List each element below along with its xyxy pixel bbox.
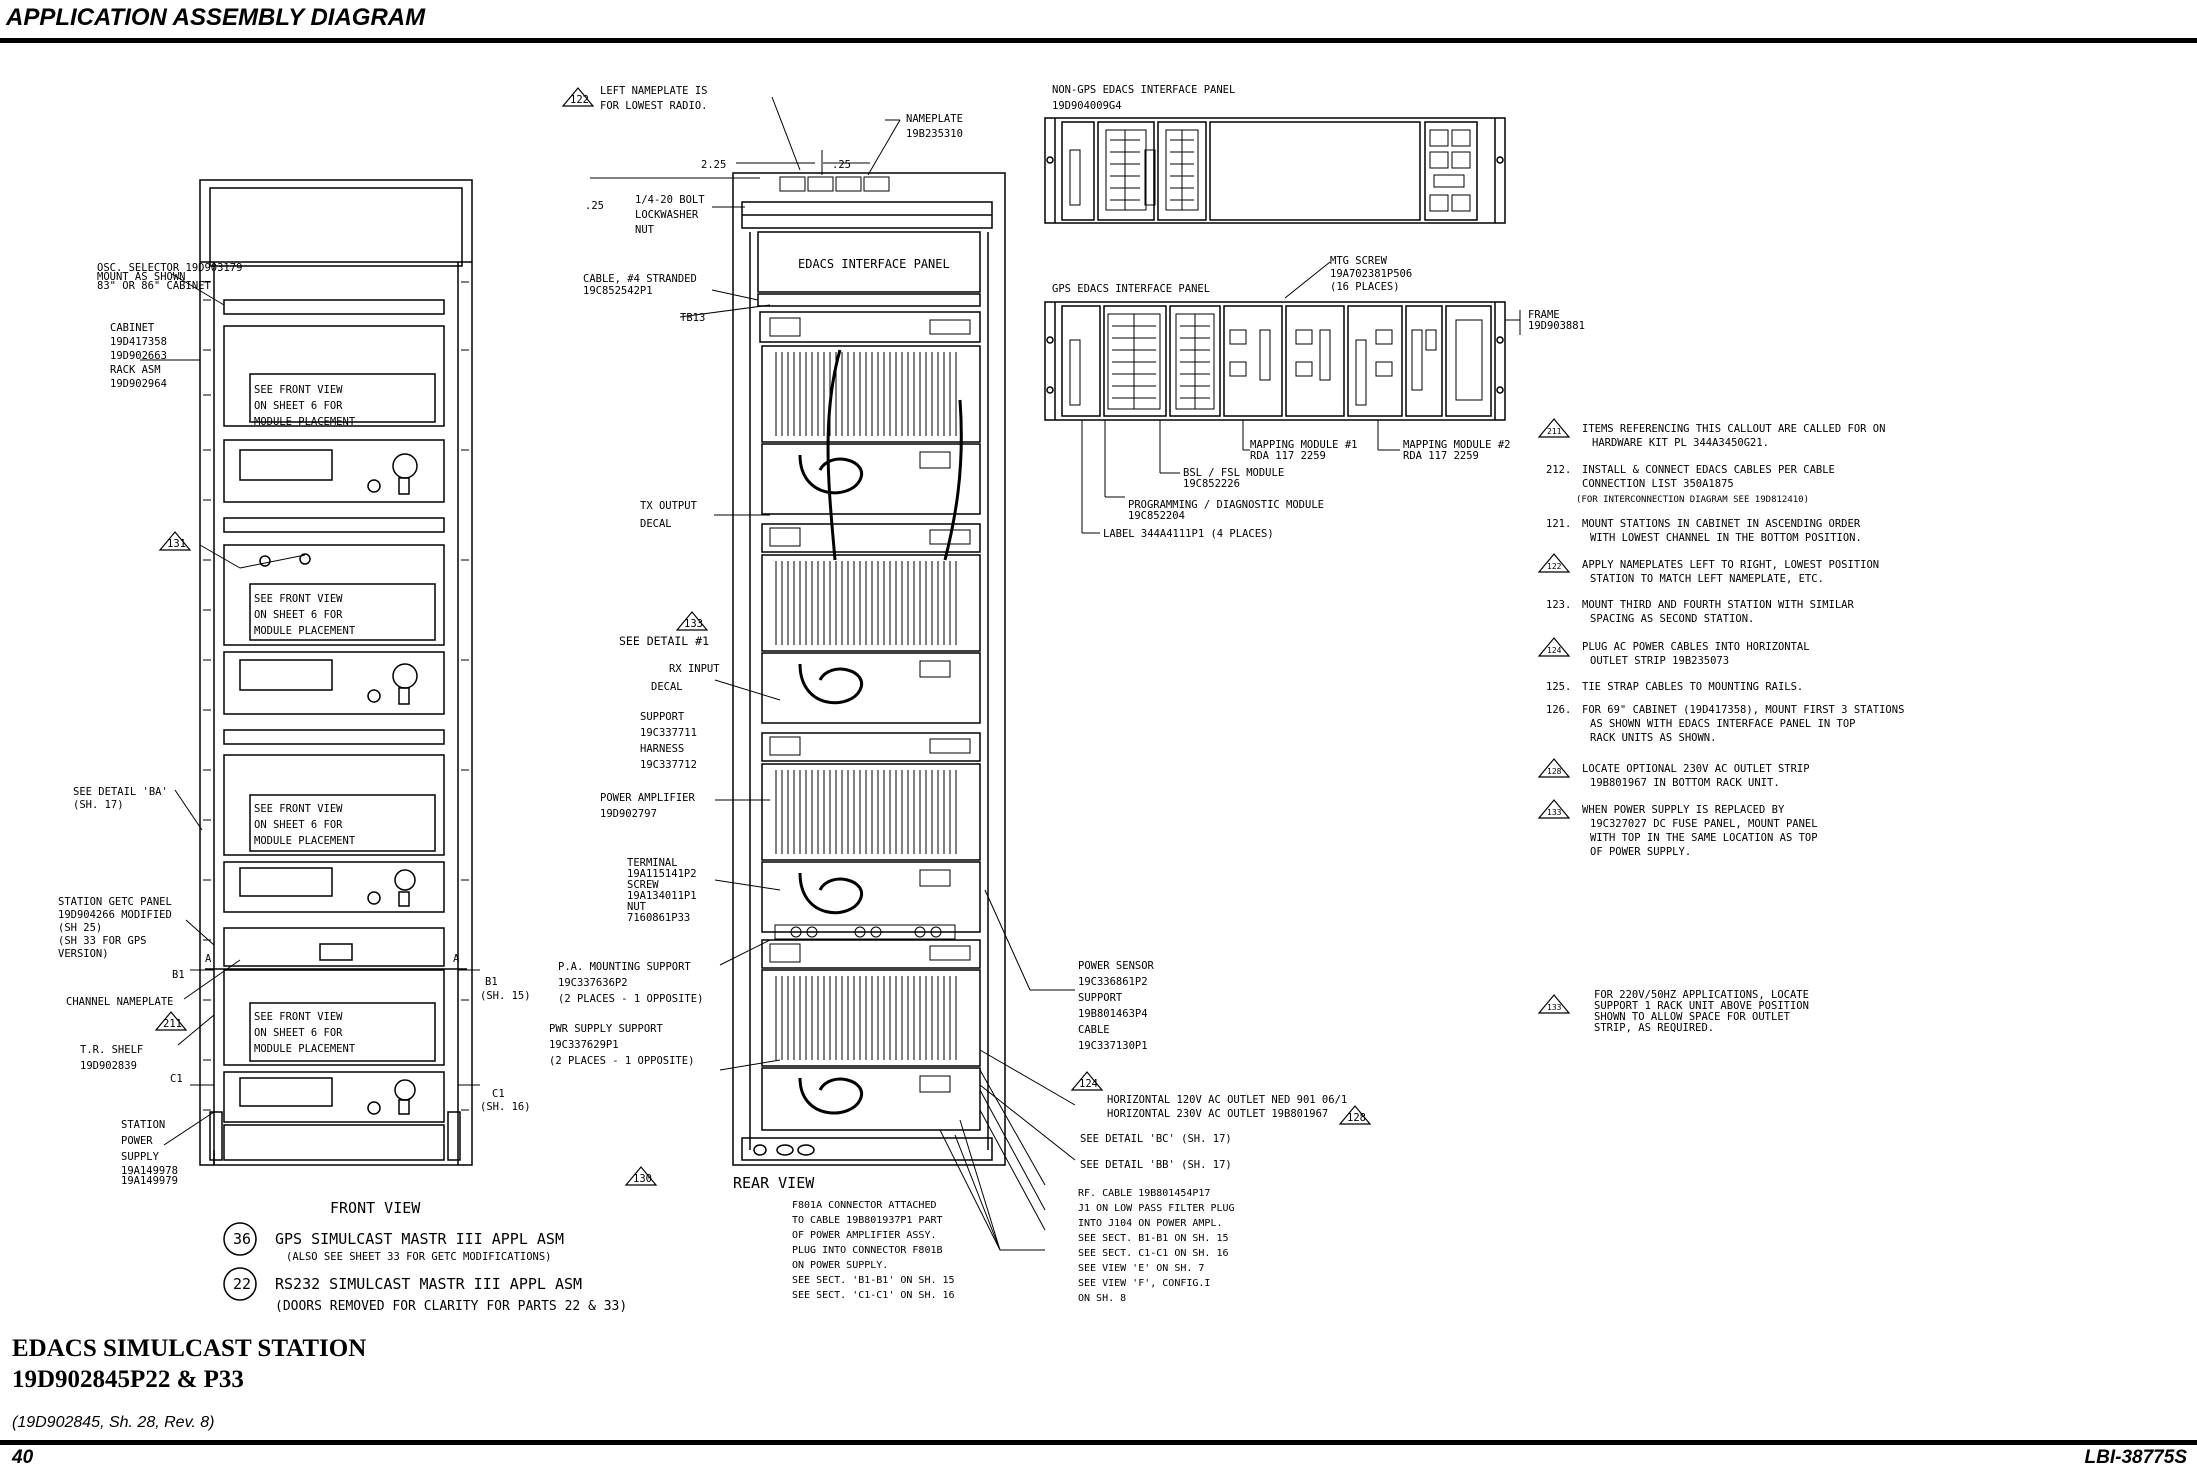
footer-rule xyxy=(0,1440,2197,1445)
svg-text:SEE FRONT VIEWON SHEET 6 FORMO: SEE FRONT VIEW ON SHEET 6 FOR MODULE PLACEMENT xyxy=(254,593,356,637)
svg-text:133: 133 xyxy=(684,618,703,630)
svg-text:APPLY NAMEPLATES LEFT TO RIGHT: APPLY NAMEPLATES LEFT TO RIGHT, LOWEST POSITION STATION TO MATCH LEFT NAMEPLATE, ETC. xyxy=(1582,559,1880,585)
svg-text:130: 130 xyxy=(633,1173,652,1185)
note-125 xyxy=(1546,681,1803,693)
svg-text:(DOORS REMOVED FOR CLARITY FOR: (DOORS REMOVED FOR CLARITY FOR PARTS 22 & 33) xyxy=(275,1299,628,1314)
svg-text:2.25: 2.25 xyxy=(701,159,727,171)
svg-text:TB13: TB13 xyxy=(680,312,706,324)
svg-text:EDACS INTERFACE PANEL: EDACS INTERFACE PANEL xyxy=(798,257,950,271)
svg-text:.25: .25 xyxy=(585,200,604,212)
svg-text:CABINET19D41735819D902663RACK: CABINET 19D417358 19D902663 RACK ASM 19D902964 xyxy=(110,322,167,390)
svg-text:MOUNT STATIONS IN CABINET IN A: MOUNT STATIONS IN CABINET IN ASCENDING ORDER WITH LOWEST CHANNEL IN THE BOTTOM POSITION. xyxy=(1582,518,1862,544)
front-module-notes xyxy=(254,384,356,1055)
note-212 xyxy=(1546,464,1835,505)
svg-text:RF. CABLE 19B801454P17J1 ON LO: RF. CABLE 19B801454P17 J1 ON LOW PASS FILTER PLUG INTO J104 ON POWER AMPL. SEE SECT. B1-B1 ON SH. 15 SEE SECT. C1-C1 ON SH. 16 SEE VIEW 'E' ON SH. 7 SEE VIEW 'F', CONFIG.I ON SH. 8 xyxy=(1078,1188,1235,1304)
note-flag-triangles xyxy=(156,88,1572,1185)
svg-text:POWER AMPLIFIER19D902797: POWER AMPLIFIER 19D902797 xyxy=(600,792,695,820)
svg-text:SEE DETAIL #1: SEE DETAIL #1 xyxy=(619,634,710,648)
note-126 xyxy=(1546,704,1904,744)
svg-text:PLUG AC POWER CABLES INTO HORI: PLUG AC POWER CABLES INTO HORIZONTAL OUTLET STRIP 19B235073 xyxy=(1582,641,1810,667)
svg-text:122: 122 xyxy=(570,94,589,106)
svg-text:128: 128 xyxy=(1347,1112,1366,1124)
drawing-reference: (19D902845, Sh. 28, Rev. 8) xyxy=(12,1414,215,1431)
svg-text:GPS SIMULCAST MASTR III APPL A: GPS SIMULCAST MASTR III APPL ASM xyxy=(275,1230,564,1248)
svg-text:TIE STRAP CABLES TO MOUNTING R: TIE STRAP CABLES TO MOUNTING RAILS. xyxy=(1582,681,1804,693)
non-gps-panel xyxy=(1045,118,1505,223)
svg-text:124: 124 xyxy=(1547,646,1562,655)
svg-text:INSTALL & CONNECT EDACS CABLES: INSTALL & CONNECT EDACS CABLES PER CABLE CONNECTION LIST 350A1875 (FOR INTERCONNECTION DIAGRAM SEE 19D812410) xyxy=(1576,464,1835,505)
drawing-caption xyxy=(12,1333,366,1395)
svg-text:P.A. MOUNTING SUPPORT19C337636: P.A. MOUNTING SUPPORT 19C337636P2 (2 PLACES - 1 OPPOSITE) xyxy=(558,961,704,1005)
svg-text:BSL / FSL MODULE19C852226: BSL / FSL MODULE 19C852226 xyxy=(1183,467,1285,490)
svg-text:T.R. SHELF19D902839: T.R. SHELF 19D902839 xyxy=(80,1044,144,1072)
svg-text:NON-GPS EDACS INTERFACE PANEL1: NON-GPS EDACS INTERFACE PANEL 19D904009G4 xyxy=(1052,84,1236,112)
svg-text:STATIONPOWERSUPPLY19A14997819A: STATION POWER SUPPLY 19A149978 19A149979 xyxy=(121,1119,178,1187)
svg-text:OSC. SELECTOR 19D903179MOUNT A: OSC. SELECTOR 19D903179 MOUNT AS SHOWN 83" OR 86" CABINET xyxy=(97,262,243,292)
svg-text:REAR VIEW: REAR VIEW xyxy=(733,1174,815,1192)
svg-text:SEE FRONT VIEWON SHEET 6 FORMO: SEE FRONT VIEW ON SHEET 6 FOR MODULE PLACEMENT xyxy=(254,384,356,428)
svg-text:131: 131 xyxy=(167,538,186,550)
note-121 xyxy=(1546,518,1862,544)
note-122 xyxy=(1547,559,1879,585)
svg-text:133: 133 xyxy=(1547,808,1562,817)
svg-text:MAPPING MODULE #1RDA 117 2259: MAPPING MODULE #1 RDA 117 2259 xyxy=(1250,439,1358,462)
svg-text:F801A CONNECTOR ATTACHEDTO CAB: F801A CONNECTOR ATTACHED TO CABLE 19B801937P1 PART OF POWER AMPLIFIER ASSY. PLUG INTO CONNECTOR F801B ON POWER SUPPLY. SEE SECT. 'B1-B1' ON SH. 15 SEE SECT. 'C1-C1' ON SH. 16 xyxy=(792,1200,955,1301)
svg-text:SUPPORT19C337711HARNESS19C3377: SUPPORT 19C337711 HARNESS 19C337712 xyxy=(640,711,697,771)
svg-text:SEE DETAIL 'BA'(SH. 17): SEE DETAIL 'BA' (SH. 17) xyxy=(73,786,168,811)
svg-text:WHEN POWER SUPPLY IS REPLACED: WHEN POWER SUPPLY IS REPLACED BY 19C327027 DC FUSE PANEL, MOUNT PANEL WITH TOP IN THE SAME LOCATION AS TOP OF POWER SUPPLY. xyxy=(1582,804,1818,858)
note-124 xyxy=(1547,641,1810,667)
gps-panel xyxy=(1045,262,1520,533)
caption-title: EDACS SIMULCAST STATION xyxy=(12,1335,367,1362)
svg-text:GPS EDACS INTERFACE PANEL: GPS EDACS INTERFACE PANEL xyxy=(1052,283,1211,295)
svg-text:LEFT NAMEPLATE ISFOR LOWEST RA: LEFT NAMEPLATE IS FOR LOWEST RADIO. xyxy=(600,85,708,112)
svg-text:MAPPING MODULE #2RDA 117 2259: MAPPING MODULE #2 RDA 117 2259 xyxy=(1403,439,1511,462)
doc-number: LBI-38775S xyxy=(2084,1447,2187,1468)
svg-text:ITEMS REFERENCING THIS CALLOUT: ITEMS REFERENCING THIS CALLOUT ARE CALLED FOR ON HARDWARE KIT PL 344A3450G21. xyxy=(1582,423,1886,449)
note-133a xyxy=(1547,804,1818,858)
svg-text:124: 124 xyxy=(1079,1078,1098,1090)
svg-text:MOUNT THIRD AND FOURTH STATION: MOUNT THIRD AND FOURTH STATION WITH SIMILAR SPACING AS SECOND STATION. xyxy=(1582,599,1854,625)
svg-text:POWER SENSOR19C336861P2SUPPORT: POWER SENSOR 19C336861P2 SUPPORT 19B801463P4 CABLE 19C337130P1 xyxy=(1078,960,1154,1052)
svg-text:122: 122 xyxy=(1547,562,1562,571)
svg-text:212.: 212. xyxy=(1546,464,1572,476)
svg-text:SEE FRONT VIEWON SHEET 6 FORMO: SEE FRONT VIEW ON SHEET 6 FOR MODULE PLACEMENT xyxy=(254,1011,356,1055)
svg-text:128: 128 xyxy=(1547,767,1562,776)
svg-text:RX INPUTDECAL: RX INPUT DECAL xyxy=(651,663,720,693)
svg-text:121.: 121. xyxy=(1546,518,1572,530)
svg-text:SEE DETAIL 'BC' (SH. 17): SEE DETAIL 'BC' (SH. 17) xyxy=(1080,1133,1232,1145)
svg-text:FRONT VIEW: FRONT VIEW xyxy=(330,1199,421,1217)
svg-text:CABLE, #4 STRANDED19C852542P1: CABLE, #4 STRANDED 19C852542P1 xyxy=(583,273,697,297)
svg-text:A: A xyxy=(453,953,460,965)
svg-text:.25: .25 xyxy=(832,159,851,171)
svg-text:TERMINAL19A115141P2SCREW19A134: TERMINAL 19A115141P2 SCREW 19A134011P1 NUT 7160861P33 xyxy=(627,857,697,924)
svg-text:C1: C1 xyxy=(170,1073,183,1085)
caption-part-numbers: 19D902845P22 & P33 xyxy=(12,1366,244,1393)
svg-text:LABEL 344A4111P1 (4 PLACES): LABEL 344A4111P1 (4 PLACES) xyxy=(1103,528,1274,540)
svg-text:FOR 220V/50HZ APPLICATIONS, LO: FOR 220V/50HZ APPLICATIONS, LOCATE SUPPORT 1 RACK UNIT ABOVE POSITION SHOWN TO ALLOW SPACE FOR OUTLET STRIP, AS REQUIRED. xyxy=(1594,989,1809,1034)
svg-text:SEE FRONT VIEWON SHEET 6 FORMO: SEE FRONT VIEW ON SHEET 6 FOR MODULE PLACEMENT xyxy=(254,803,356,847)
svg-text:(ALSO SEE SHEET 33 FOR GETC MO: (ALSO SEE SHEET 33 FOR GETC MODIFICATIONS) xyxy=(286,1251,552,1263)
svg-text:FOR 69" CABINET (19D417358), M: FOR 69" CABINET (19D417358), MOUNT FIRST 3 STATIONS AS SHOWN WITH EDACS INTERFACE PANEL IN TOP RACK UNITS AS SHOWN. xyxy=(1582,704,1905,744)
svg-text:MTG SCREW19A702381P506(16 PLAC: MTG SCREW 19A702381P506 (16 PLACES) xyxy=(1330,255,1413,293)
svg-text:C1(SH. 16): C1 (SH. 16) xyxy=(480,1088,531,1113)
svg-text:B1: B1 xyxy=(172,969,185,981)
page-number: 40 xyxy=(12,1447,34,1468)
svg-text:126.: 126. xyxy=(1546,704,1572,716)
svg-text:1/4-20 BOLTLOCKWASHERNUT: 1/4-20 BOLT LOCKWASHER NUT xyxy=(635,194,705,236)
svg-text:125.: 125. xyxy=(1546,681,1572,693)
svg-text:LOCATE OPTIONAL 230V AC OUTLET: LOCATE OPTIONAL 230V AC OUTLET STRIP 19B801967 IN BOTTOM RACK UNIT. xyxy=(1582,763,1810,789)
svg-text:FRAME19D903881: FRAME 19D903881 xyxy=(1528,309,1585,332)
svg-text:NAMEPLATE19B235310: NAMEPLATE 19B235310 xyxy=(906,113,963,140)
svg-text:SEE DETAIL 'BB' (SH. 17): SEE DETAIL 'BB' (SH. 17) xyxy=(1080,1159,1232,1171)
svg-text:211: 211 xyxy=(1547,427,1562,436)
svg-text:PROGRAMMING / DIAGNOSTIC MODUL: PROGRAMMING / DIAGNOSTIC MODULE 19C852204 xyxy=(1128,499,1324,522)
notes-list xyxy=(1546,423,1904,1034)
note-133b xyxy=(1547,989,1809,1034)
svg-text:TX OUTPUTDECAL: TX OUTPUT DECAL xyxy=(640,500,697,530)
svg-text:RS232 SIMULCAST MASTR III APPL: RS232 SIMULCAST MASTR III APPL ASM xyxy=(275,1275,583,1293)
svg-text:CHANNEL NAMEPLATE: CHANNEL NAMEPLATE xyxy=(66,996,174,1008)
note-123 xyxy=(1546,599,1855,625)
svg-text:PWR SUPPLY SUPPORT19C337629P1(: PWR SUPPLY SUPPORT 19C337629P1 (2 PLACES - 1 OPPOSITE) xyxy=(549,1023,695,1067)
svg-text:B1(SH. 15): B1 (SH. 15) xyxy=(480,976,531,1002)
svg-text:211: 211 xyxy=(163,1018,182,1030)
svg-text:36: 36 xyxy=(233,1230,252,1248)
svg-text:123.: 123. xyxy=(1546,599,1572,611)
note-128 xyxy=(1547,763,1810,789)
svg-text:133: 133 xyxy=(1547,1003,1562,1012)
page-header-title: APPLICATION ASSEMBLY DIAGRAM xyxy=(6,4,426,31)
svg-text:A: A xyxy=(205,953,212,965)
svg-text:HORIZONTAL 120V AC OUTLET NED: HORIZONTAL 120V AC OUTLET NED 901 06/1 HORIZONTAL 230V AC OUTLET 19B801967 xyxy=(1107,1094,1348,1120)
svg-text:22: 22 xyxy=(233,1275,252,1293)
note-211 xyxy=(1547,423,1885,449)
svg-text:STATION GETC PANEL19D904266 MO: STATION GETC PANEL 19D904266 MODIFIED (SH 25) (SH 33 FOR GPS VERSION) xyxy=(58,896,172,960)
